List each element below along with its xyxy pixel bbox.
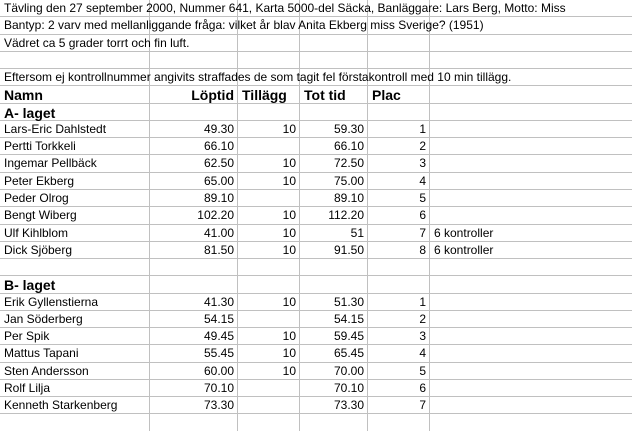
runner-tottid[interactable]: 75.00 (333, 174, 364, 188)
note-text[interactable]: Vädret ca 5 grader torrt och fin luft. (4, 36, 190, 50)
runner-name[interactable]: Peder Olrog (4, 191, 69, 205)
runner-loptid[interactable]: 54.15 (203, 312, 234, 326)
runner-plac[interactable]: 6 (419, 208, 426, 222)
runner-tottid[interactable]: 65.45 (333, 346, 364, 360)
runner-tottid[interactable]: 73.30 (333, 398, 364, 412)
runner-name[interactable]: Mattus Tapani (4, 346, 79, 360)
header-tottid[interactable]: Tot tid (304, 87, 346, 103)
runner-loptid[interactable]: 65.00 (203, 174, 234, 188)
runner-plac[interactable]: 5 (419, 191, 426, 205)
runner-loptid[interactable]: 41.30 (203, 295, 234, 309)
note-text[interactable]: Eftersom ej kontrollnummer angivits straffades de som tagit fel förstakontroll med 10 min tillägg. (4, 70, 512, 84)
runner-tillagg[interactable]: 10 (282, 346, 296, 360)
runner-plac[interactable]: 3 (419, 156, 426, 170)
runner-name[interactable]: Per Spik (4, 329, 50, 343)
runner-name[interactable]: Kenneth Starkenberg (4, 398, 118, 412)
runner-tottid[interactable]: 70.10 (333, 381, 364, 395)
runner-loptid[interactable]: 66.10 (203, 139, 234, 153)
header-plac[interactable]: Plac (372, 87, 401, 103)
runner-tillagg[interactable]: 10 (282, 156, 296, 170)
runner-tottid[interactable]: 51.30 (333, 295, 364, 309)
note-text[interactable]: Bantyp: 2 varv med mellanliggande fråga: vilket år blav Anita Ekberg miss Sverige? (1951) (4, 18, 484, 32)
runner-tillagg[interactable]: 10 (282, 122, 296, 136)
header-loptid[interactable]: Löptid (191, 87, 234, 103)
runner-loptid[interactable]: 60.00 (203, 364, 234, 378)
runner-plac[interactable]: 1 (419, 122, 426, 136)
runner-loptid[interactable]: 62.50 (203, 156, 234, 170)
runner-name[interactable]: Lars-Eric Dahlstedt (4, 122, 107, 136)
runner-plac[interactable]: 7 (419, 398, 426, 412)
runner-plac[interactable]: 2 (419, 312, 426, 326)
runner-loptid[interactable]: 55.45 (203, 346, 234, 360)
runner-loptid[interactable]: 81.50 (203, 243, 234, 257)
runner-note[interactable]: 6 kontroller (434, 243, 494, 257)
runner-plac[interactable]: 4 (419, 346, 426, 360)
header-namn[interactable]: Namn (4, 87, 43, 103)
runner-tottid[interactable]: 66.10 (333, 139, 364, 153)
runner-name[interactable]: Ulf Kihlblom (4, 226, 69, 240)
runner-tillagg[interactable]: 10 (282, 226, 296, 240)
runner-tottid[interactable]: 89.10 (333, 191, 364, 205)
runner-tottid[interactable]: 59.45 (333, 329, 364, 343)
runner-tillagg[interactable]: 10 (282, 208, 296, 222)
runner-tottid[interactable]: 72.50 (333, 156, 364, 170)
runner-tottid[interactable]: 112.20 (328, 208, 364, 222)
runner-name[interactable]: Rolf Lilja (4, 381, 51, 395)
runner-loptid[interactable]: 73.30 (203, 398, 234, 412)
runner-tottid[interactable]: 59.30 (333, 122, 364, 136)
runner-plac[interactable]: 1 (419, 295, 426, 309)
runner-plac[interactable]: 7 (419, 226, 426, 240)
runner-tillagg[interactable]: 10 (282, 329, 296, 343)
runner-name[interactable]: Jan Söderberg (4, 312, 83, 326)
runner-tillagg[interactable]: 10 (282, 174, 296, 188)
runner-name[interactable]: Bengt Wiberg (4, 208, 77, 222)
runner-plac[interactable]: 4 (419, 174, 426, 188)
runner-name[interactable]: Sten Andersson (4, 364, 89, 378)
runner-name[interactable]: Pertti Torkkeli (4, 139, 76, 153)
runner-tillagg[interactable]: 10 (282, 295, 296, 309)
runner-loptid[interactable]: 49.45 (203, 329, 234, 343)
runner-tottid[interactable]: 70.00 (333, 364, 364, 378)
runner-name[interactable]: Peter Ekberg (4, 174, 75, 188)
runner-tottid[interactable]: 91.50 (333, 243, 364, 257)
runner-note[interactable]: 6 kontroller (434, 226, 494, 240)
runner-tottid[interactable]: 54.15 (333, 312, 364, 326)
runner-plac[interactable]: 6 (419, 381, 426, 395)
runner-plac[interactable]: 2 (419, 139, 426, 153)
header-tillagg[interactable]: Tillägg (242, 87, 287, 103)
runner-name[interactable]: Erik Gyllenstierna (4, 295, 99, 309)
runner-tillagg[interactable]: 10 (282, 243, 296, 257)
runner-loptid[interactable]: 70.10 (203, 381, 234, 395)
runner-loptid[interactable]: 49.30 (203, 122, 234, 136)
runner-loptid[interactable]: 41.00 (203, 226, 234, 240)
runner-name[interactable]: Ingemar Pellbäck (4, 156, 97, 170)
team-title[interactable]: B- laget (4, 277, 56, 293)
runner-plac[interactable]: 3 (419, 329, 426, 343)
runner-loptid[interactable]: 89.10 (203, 191, 234, 205)
runner-name[interactable]: Dick Sjöberg (4, 243, 73, 257)
runner-plac[interactable]: 5 (419, 364, 426, 378)
runner-tottid[interactable]: 51 (350, 226, 364, 240)
runner-loptid[interactable]: 102.20 (197, 208, 234, 222)
note-text[interactable]: Tävling den 27 september 2000, Nummer 641, Karta 5000-del Säcka, Banläggare: Lars Berg, Motto: Miss (4, 1, 566, 15)
runner-plac[interactable]: 8 (419, 243, 426, 257)
runner-tillagg[interactable]: 10 (282, 364, 296, 378)
team-title[interactable]: A- laget (4, 105, 56, 121)
